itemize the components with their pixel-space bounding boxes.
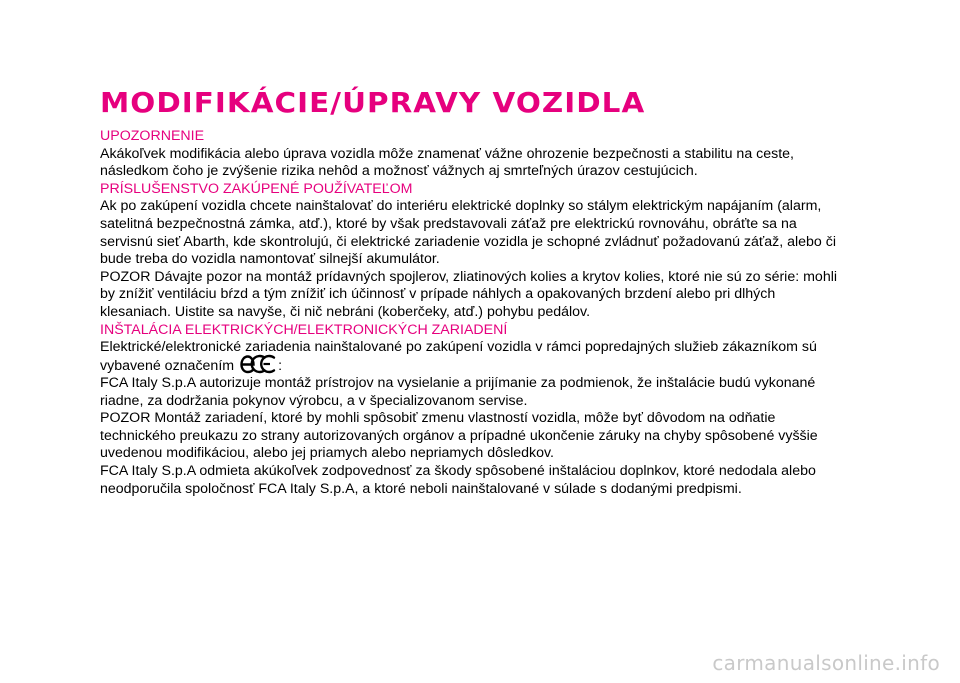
section-installation bbox=[100, 322, 845, 499]
page-content bbox=[100, 128, 845, 498]
section-heading-installation: INŠTALÁCIA ELEKTRICKÝCH/ELEKTRONICKÝCH ZARIADENÍ bbox=[100, 321, 508, 338]
paragraph-warning: Akákoľvek modifikácia alebo úprava vozidla môže znamenať vážne ohrozenie bezpečnosti a stabilitu na ceste, následkom čoho je zvýšenie rizika nehôd a možnosť vážnych aj smrteľných úrazov cestujúcich. bbox=[100, 145, 795, 180]
paragraph-accessories: Ak po zakúpení vozidla chcete nainštalovať do interiéru elektrické doplnky so stálym elektrickým napájaním (alarm, satelitná bezpečnostná zámka, atď.), ktoré by však predstavovali záťaž pre elektrickú rovnováhu, obráťte sa na servisnú sieť Abarth, kde skontrolujú, či elektrické zariadenie vozidla je schopné zvládnuť požadovanú záťaž, alebo či bude treba do vozidla namontovať silnejší akumulátor. bbox=[100, 198, 836, 268]
approval-mark-colon: : bbox=[278, 357, 283, 374]
paragraph-fca-authorization: FCA Italy S.p.A autorizuje montáž prístrojov na vysielanie a prijímanie za podmienok, že inštalácie budú vykonané riadne, za dodržania pokynov výrobcu, a v špecializovanom servise. bbox=[100, 375, 816, 409]
section-accessories bbox=[100, 181, 845, 322]
paragraph-caution-installation: POZOR Montáž zariadení, ktoré by mohli spôsobiť zmenu vlastností vozidla, môže byť dôvodom na odňatie technického preukazu zo strany autorizovaných orgánov a prípadné ukončenie záruky na chyby spôsobené vyššie uvedenou modifikáciou, alebo jej priamych alebo nepriamych dôsledkov. bbox=[100, 410, 818, 462]
approval-mark-text: Elektrické/elektronické zariadenia nainštalované po zakúpení vozidla v rámci popredajných služieb zákazníkom sú vybavené označením bbox=[100, 339, 817, 374]
ece-approval-mark-icon bbox=[238, 353, 276, 375]
paragraph-approval-mark bbox=[100, 339, 845, 375]
section-heading-accessories: PRÍSLUŠENSTVO ZAKÚPENÉ POUŽÍVATEĽOM bbox=[100, 180, 413, 197]
paragraph-fca-liability: FCA Italy S.p.A odmieta akúkoľvek zodpovednosť za škody spôsobené inštaláciou doplnkov, ktoré nedodala alebo neodporučila spoločnosť FCA Italy S.p.A, a ktoré neboli nainštalované v súlade s dodanými predpismi. bbox=[100, 463, 816, 497]
page-title: MODIFIKÁCIE/ÚPRAVY VOZIDLA bbox=[100, 86, 646, 119]
paragraph-caution-spoilers: POZOR Dávajte pozor na montáž prídavných spojlerov, zliatinových kolies a krytov kolies, ktoré nie sú zo série: mohli by znížiť ventiláciu bŕzd a tým znížiť ich účinnosť v prípade náhlych a opakovaných brzdení alebo pri dlhých klesaniach. Uistite sa navyše, či nič nebráni (koberčeky, atď.) pohybu pedálov. bbox=[100, 268, 838, 320]
section-warning bbox=[100, 128, 845, 181]
section-heading-warning: UPOZORNENIE bbox=[100, 128, 205, 144]
watermark-text: carmanualsonline.info bbox=[712, 651, 940, 675]
